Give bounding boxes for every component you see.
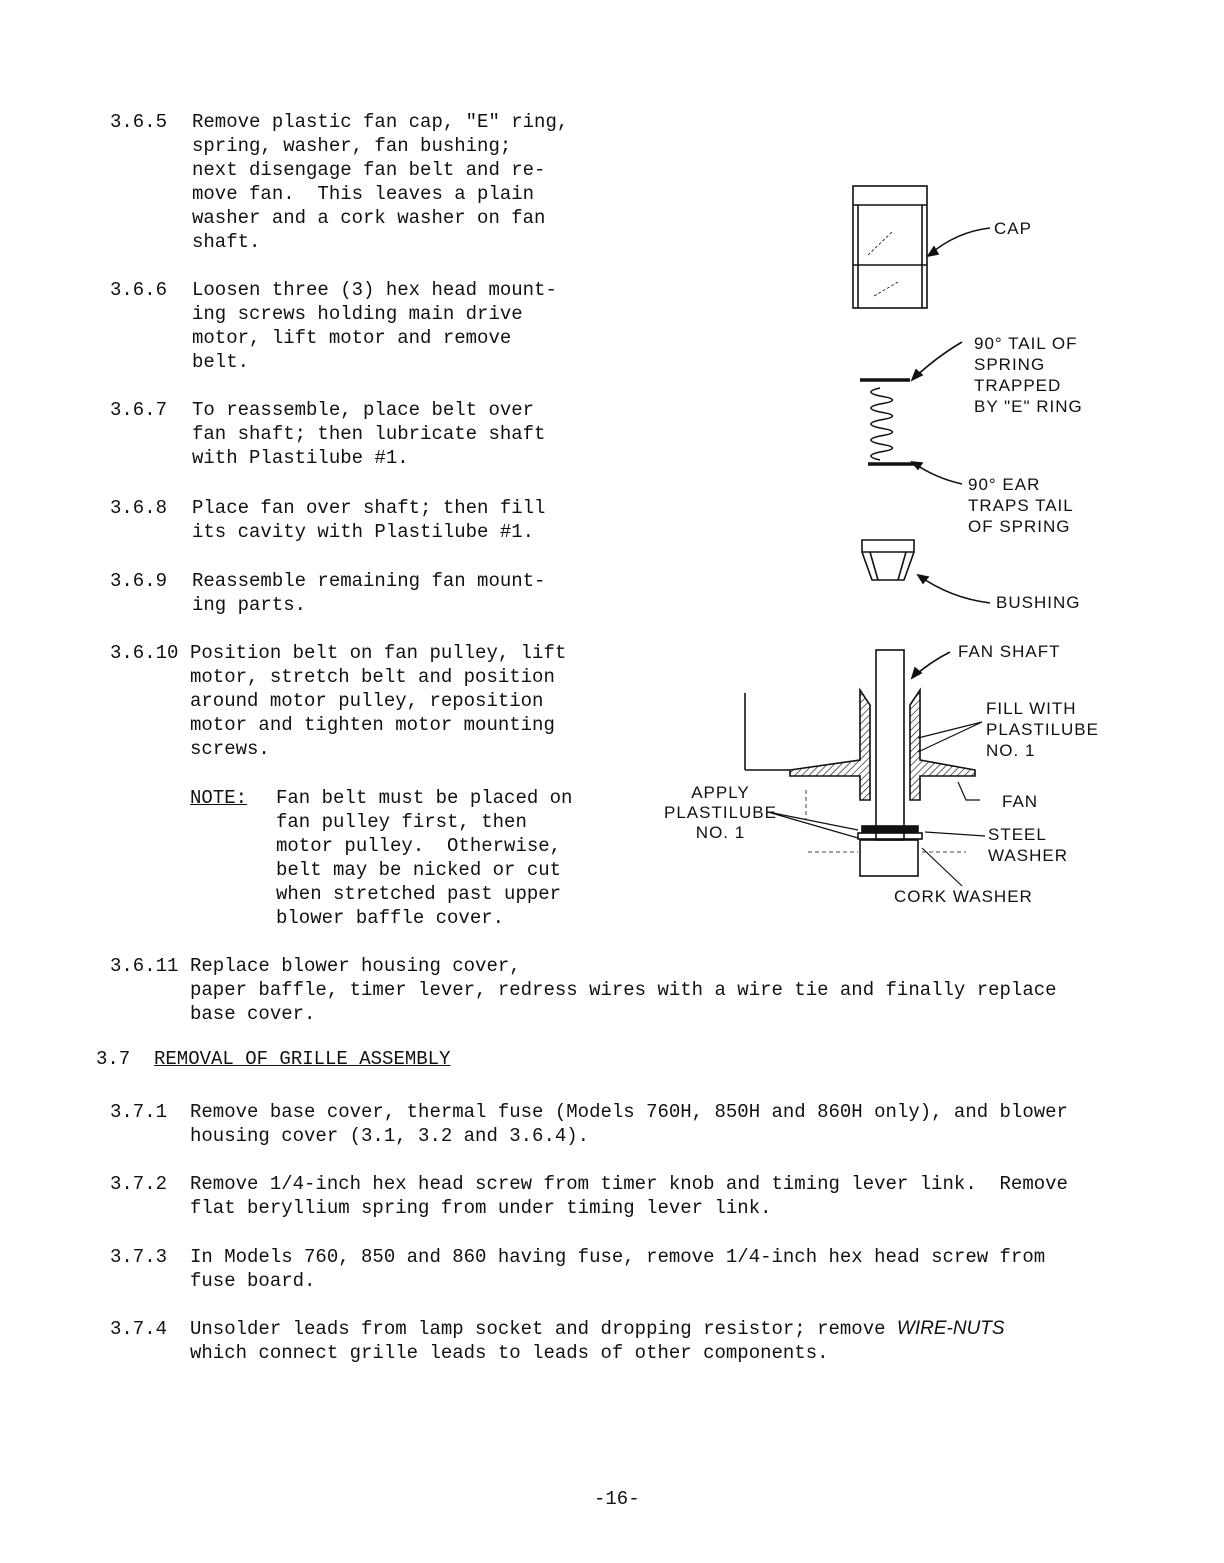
step-text: To reassemble, place belt over fan shaft; then lubricate shaft with Plastilube #1. — [192, 399, 546, 469]
step-text: Remove plastic fan cap, "E" ring, spring, washer, fan bushing; next disengage fan belt and re- move fan. This leaves a plain washer and a cork washer on fan shaft. — [192, 111, 569, 253]
step-number: 3.7.3 — [110, 1246, 168, 1268]
cap-part — [853, 186, 990, 308]
label-steel-washer: STEEL WASHER — [988, 825, 1068, 865]
step-number: 3.6.10 — [110, 642, 179, 664]
fan-section — [745, 650, 985, 886]
step-text: Position belt on fan pulley, lift motor, stretch belt and position around motor pulley, reposition motor and tighten motor mounting screws. — [190, 642, 567, 760]
label-cork-washer: CORK WASHER — [894, 887, 1033, 906]
step-number: 3.7.2 — [110, 1173, 168, 1195]
label-fan-shaft: FAN SHAFT — [958, 642, 1061, 661]
step-number: 3.6.8 — [110, 497, 168, 519]
label-fill-with: FILL WITH PLASTILUBE NO. 1 — [986, 699, 1099, 760]
page-number: -16- — [594, 1488, 640, 1510]
label-fan: FAN — [1002, 792, 1039, 811]
step-text: Place fan over shaft; then fill its cavity with Plastilube #1. — [192, 497, 546, 543]
label-ear: 90° EAR TRAPS TAIL OF SPRING — [968, 475, 1074, 536]
step-number: 3.6.7 — [110, 399, 168, 421]
step-text: Remove base cover, thermal fuse (Models 760H, 850H and 860H only), and blower housing cover (3.1, 3.2 and 3.6.4). — [190, 1101, 1068, 1147]
step-text: Replace blower housing cover, paper baffle, timer lever, redress wires with a wire tie and finally replace base cover. — [190, 955, 1057, 1025]
spring-part — [860, 342, 962, 484]
label-apply: APPLY PLASTILUBE NO. 1 — [664, 783, 777, 842]
step-number: 3.7.4 — [110, 1318, 168, 1340]
step-number: 3.6.9 — [110, 570, 168, 592]
label-spring-tail: 90° TAIL OF SPRING TRAPPED BY "E" RING — [974, 334, 1083, 416]
step-number: 3.6.11 — [110, 955, 179, 977]
label-cap: CAP — [994, 219, 1032, 238]
step-number: 3.7.1 — [110, 1101, 168, 1123]
step-text: In Models 760, 850 and 860 having fuse, remove 1/4-inch hex head screw from fuse board. — [190, 1246, 1046, 1292]
step-text: Remove 1/4-inch hex head screw from timer knob and timing lever link. Remove flat beryllium spring from under timing lever link. — [190, 1173, 1068, 1219]
bushing-part — [862, 540, 990, 603]
step-text-part: Unsolder leads from lamp socket and dropping resistor; remove — [190, 1318, 897, 1340]
step-text-part: which connect grille leads to leads of other components. — [190, 1342, 829, 1364]
trademark-text: WIRE-NUTS — [896, 1318, 1005, 1339]
step-number: 3.6.5 — [110, 111, 168, 133]
label-bushing: BUSHING — [996, 593, 1081, 612]
section-title: REMOVAL OF GRILLE ASSEMBLY — [154, 1048, 451, 1070]
step-text: Loosen three (3) hex head mount- ing screws holding main drive motor, lift motor and remove belt. — [192, 279, 557, 373]
step-text: Reassemble remaining fan mount- ing parts. — [192, 570, 546, 616]
note-label: NOTE: — [190, 787, 248, 809]
section-number: 3.7 — [96, 1048, 131, 1070]
note-text: Fan belt must be placed on fan pulley first, then motor pulley. Otherwise, belt may be nicked or cut when stretched past upper blower baffle cover. — [276, 787, 573, 929]
step-number: 3.6.6 — [110, 279, 168, 301]
